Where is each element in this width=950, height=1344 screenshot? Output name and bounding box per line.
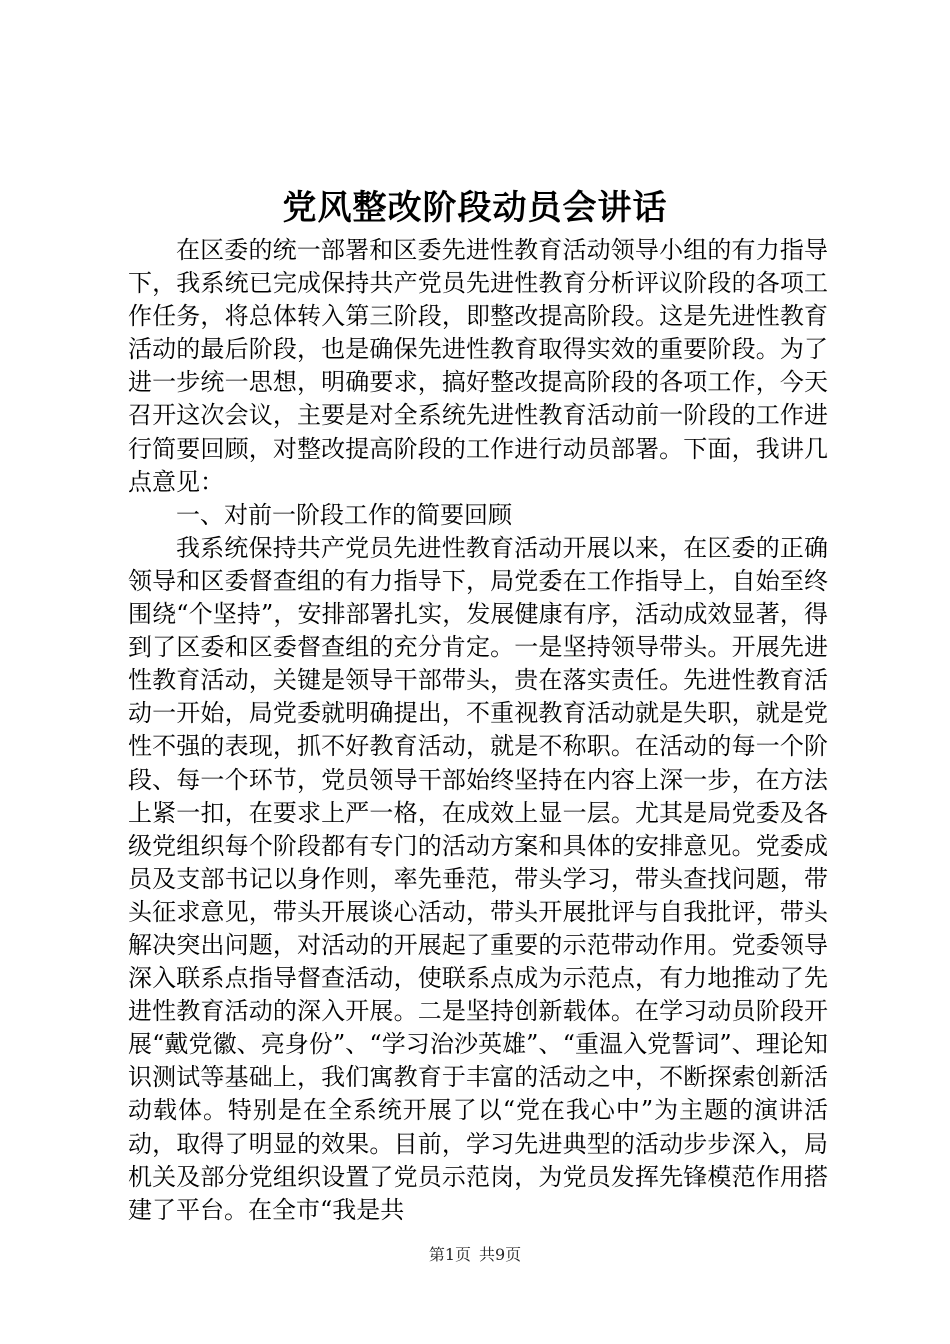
document-body bbox=[128, 234, 828, 1227]
document-title: 党风整改阶段动员会讲话 bbox=[282, 188, 668, 228]
paragraph-review: 我系统保持共产党员先进性教育活动开展以来，在区委的正确领导和区委督查组的有力指导下，局党委在工作指导上，自始至终围绕“个坚持”，安排部署扎实，发展健康有序，活动成效显著，得到了区委和区委督查组的充分肯定。一是坚持领导带头。开展先进性教育活动，关键是领导干部带头，贵在落实责任。先进性教育活动一开始，局党委就明确提出，不重视教育活动就是失职，就是党性不强的表现，抓不好教育活动，就是不称职。在活动的每一个阶段、每一个环节，党员领导干部始终坚持在内容上深一步，在方法上紧一扣，在要求上严一格，在成效上显一层。尤其是局党委及各级党组织每个阶段都有专门的活动方案和具体的安排意见。党委成员及支部书记以身作则，率先垂范，带头学习，带头查找问题，带头征求意见，带头开展谈心活动，带头开展批评与自我批评，带头解决突出问题，对活动的开展起了重要的示范带动作用。党委领导深入联系点指导督查活动，使联系点成为示范点，有力地推动了先进性教育活动的深入开展。二是坚持创新载体。在学习动员阶段开展“戴党徽、亮身份”、“学习治沙英雄”、“重温入党誓词”、理论知识测试等基础上，我们寓教育于丰富的活动之中，不断探索创新活动载体。特别是在全系统开展了以“党在我心中”为主题的演讲活动，取得了明显的效果。目前，学习先进典型的活动步步深入，局机关及部分党组织设置了党员示范岗，为党员发挥先锋模范作用搭建了平台。在全市“我是共 bbox=[128, 533, 828, 1224]
page-total: 共9页 bbox=[479, 1245, 522, 1264]
section-heading-review: 一、对前一阶段工作的简要回顾 bbox=[176, 500, 512, 529]
page-footer bbox=[0, 1244, 950, 1266]
page-number: 第1页 bbox=[428, 1245, 471, 1264]
paragraph-intro: 在区委的统一部署和区委先进性教育活动领导小组的有力指导下，我系统已完成保持共产党员先进性教育分析评议阶段的各项工作任务，将总体转入第三阶段，即整改提高阶段。这是先进性教育活动的最后阶段，也是确保先进性教育取得实效的重要阶段。为了进一步统一思想，明确要求，搞好整改提高阶段的各项工作，今天召开这次会议，主要是对全系统先进性教育活动前一阶段的工作进行简要回顾，对整改提高阶段的工作进行动员部署。下面，我讲几点意见： bbox=[128, 236, 828, 496]
